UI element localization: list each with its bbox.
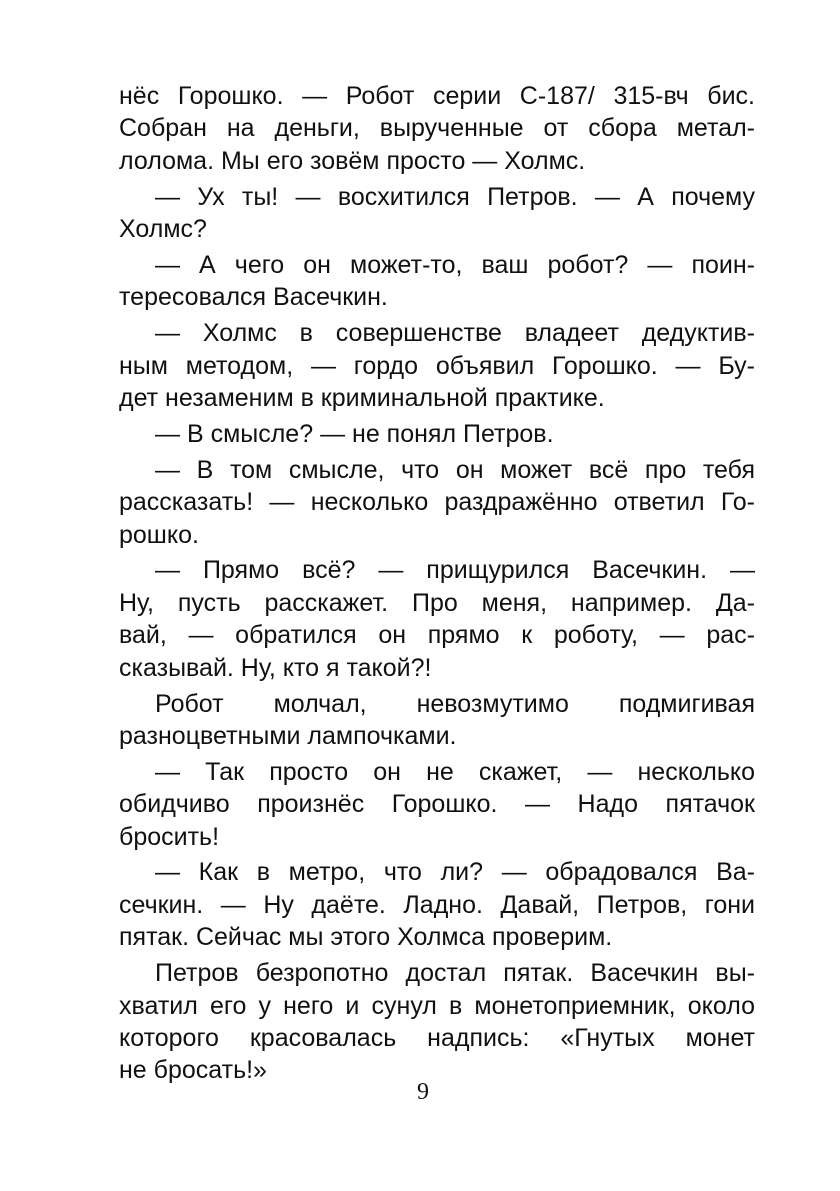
paragraph-start-line: — В смысле? — не понял Петров. [155, 419, 554, 448]
page-number: 9 [417, 1079, 429, 1105]
paragraph-start-line: — Холмс в совершенстве владеет дедуктив- [155, 319, 755, 348]
paragraph-start-line: Петров безропотно достал пятак. Васечкин вы- [155, 959, 755, 988]
paragraph-start-line: нёс Горошко. — Робот серии С-187/ 315-вч бис. [119, 82, 755, 110]
paragraph-line: ным методом, — гордо объявил Горошко. — Бу- [119, 351, 755, 380]
paragraph-line: вай, — обратился он прямо к роботу, — рас- [119, 621, 755, 650]
paragraph-start-line: Робот молчал, невозмутимо подмигивая [155, 689, 755, 718]
paragraph-line: лолома. Мы его зовём просто — Холмс. [119, 146, 586, 175]
paragraph-line: не бросать!» [119, 1056, 267, 1085]
paragraph-start-line: — Ух ты! — восхитился Петров. — А почему [155, 182, 755, 211]
paragraph-start-line: — Прямо всё? — прищурился Васечкин. — [155, 556, 755, 585]
paragraph-start-line: — Как в метро, что ли? — обрадовался Ва- [155, 858, 755, 887]
paragraph-line: пятак. Сейчас мы этого Холмса проверим. [119, 923, 613, 952]
paragraph-line: рошко. [119, 520, 199, 549]
paragraph-line: обидчиво произнёс Горошко. — Надо пятачок [119, 790, 755, 819]
paragraph-line: тересовался Васечкин. [119, 283, 388, 312]
paragraph-start-line: — В том смысле, что он может всё про тебя [155, 455, 755, 484]
paragraph-line: Холмс? [119, 215, 207, 244]
paragraph-line: дет незаменим в криминальной практике. [119, 384, 605, 413]
paragraph-line: разноцветными лампочками. [119, 721, 457, 750]
paragraph-line: бросить! [119, 822, 220, 851]
paragraph-line: сечкин. — Ну даёте. Ладно. Давай, Петров, гони [119, 890, 755, 919]
paragraph-line: Собран на деньги, вырученные от сбора метал- [119, 114, 755, 143]
paragraph-line: хватил его у него и сунул в монетоприемник, около [119, 991, 755, 1020]
body-text [119, 80, 755, 1087]
paragraph-line: рассказать! — несколько раздражённо ответил Го- [119, 488, 755, 517]
paragraph-line: сказывай. Ну, кто я такой?! [119, 653, 432, 682]
paragraph-line: которого красовалась надпись: «Гнутых монет [119, 1023, 755, 1052]
paragraph-start-line: — Так просто он не скажет, — несколько [155, 757, 755, 786]
paragraph-start-line: — А чего он может-то, ваш робот? — поин- [155, 250, 755, 279]
paragraph-line: Ну, пусть расскажет. Про меня, например. Да- [119, 588, 755, 617]
